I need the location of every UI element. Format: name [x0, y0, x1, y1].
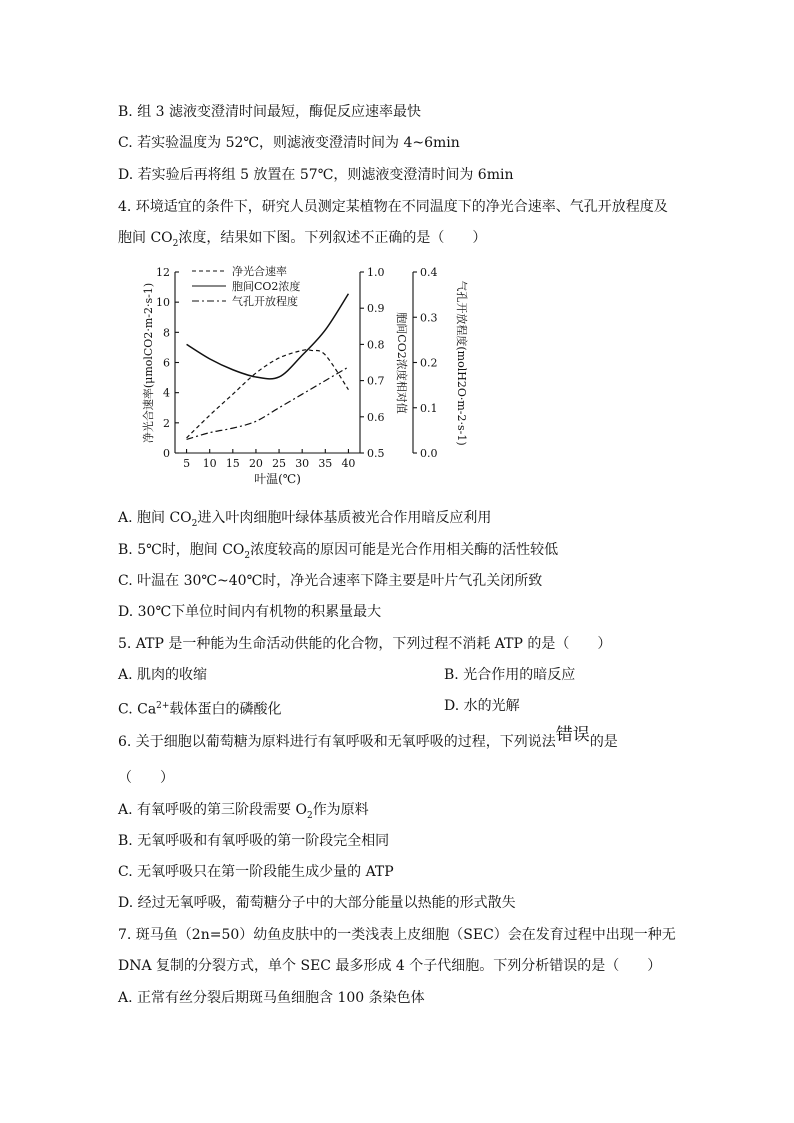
q5c-sup: 2+	[156, 701, 170, 711]
q4b-sub: 2	[244, 550, 251, 561]
x-tick-label: 25	[272, 457, 287, 470]
q4-chart	[140, 258, 480, 488]
q3-option-b: B. 组 3 滤液变澄清时间最短，酶促反应速率最快	[118, 104, 421, 120]
q4a-text-2: 进入叶肉细胞叶绿体基质被光合作用暗反应利用	[197, 510, 492, 526]
chart-plot	[187, 294, 349, 440]
y1-tick-label: 10	[156, 296, 170, 310]
q7-stem-line1: 7. 斑马鱼（2n=50）幼鱼皮肤中的一类浅表上皮细胞（SEC）会在发育过程中出现一种无	[118, 927, 676, 943]
q5-option-d: D. 水的光解	[444, 698, 520, 714]
y2-tick-label: 1.0	[367, 266, 385, 279]
series-line	[187, 350, 349, 438]
q4-option-b	[118, 540, 558, 566]
x-tick-label: 35	[318, 457, 333, 470]
q6-text-a: 6. 关于细胞以葡萄糖为原料进行有氧呼吸和无氧呼吸的过程，下列说法	[118, 734, 556, 750]
q6-stem-line1	[118, 725, 618, 752]
q7-option-a: A. 正常有丝分裂后期斑马鱼细胞含 100 条染色体	[118, 990, 425, 1006]
q4b-text-1: B. 5℃时，胞间 CO	[118, 542, 245, 558]
x-tick-label: 5	[183, 457, 191, 470]
q6-option-c: C. 无氧呼吸只在第一阶段能生成少量的 ATP	[118, 864, 394, 880]
y1-axis-label: 净光合速率(μmolCO2·m-2·s-1)	[142, 282, 155, 444]
q4b-text-2: 浓度较高的原因可能是光合作用相关酶的活性较低	[250, 542, 559, 558]
y3-tick-label: 0.4	[420, 266, 438, 279]
q6-option-d: D. 经过无氧呼吸，葡萄糖分子中的大部分能量以热能的形式散失	[118, 895, 516, 911]
q5-option-a: A. 肌肉的收缩	[118, 667, 208, 683]
x-tick-label: 30	[295, 457, 310, 470]
q5-option-c	[118, 696, 281, 720]
q6-emphasis: 错误	[555, 725, 590, 745]
q5-stem: 5. ATP 是一种能为生命活动供能的化合物，下列过程不消耗 ATP 的是（ ）	[118, 636, 612, 652]
q4-stem-sub: 2	[172, 238, 179, 249]
q3-option-d: D. 若实验后再将组 5 放置在 57℃，则滤液变澄清时间为 6min	[118, 167, 514, 183]
q4-option-d: D. 30℃下单位时间内有机物的积累量最大	[118, 604, 382, 620]
x-tick-label: 40	[341, 457, 356, 470]
y2-tick-label: 0.5	[367, 447, 385, 460]
q6-option-b: B. 无氧呼吸和有氧呼吸的第一阶段完全相同	[118, 833, 390, 849]
chart-axes	[141, 264, 469, 486]
q4-stem-text-b: 浓度，结果如下图。下列叙述不正确的是（ ）	[178, 230, 487, 246]
y2-tick-label: 0.9	[367, 302, 385, 316]
y3-tick-label: 0.3	[420, 311, 438, 325]
y3-tick-label: 0.2	[420, 356, 438, 370]
q5c-text-2: 载体蛋白的磷酸化	[169, 701, 282, 718]
x-tick-label: 10	[202, 457, 217, 470]
q6a-text-1: A. 有氧呼吸的第三阶段需要 O	[118, 802, 307, 818]
legend-label: 气孔开放程度	[232, 295, 298, 308]
y2-tick-label: 0.8	[367, 338, 385, 352]
y1-tick-label: 8	[163, 326, 170, 340]
legend-label: 净光合速率	[232, 265, 287, 278]
q6a-sub: 2	[306, 810, 313, 821]
q4a-text-1: A. 胞间 CO	[118, 510, 192, 526]
q6a-text-2: 作为原料	[312, 802, 369, 818]
q6-option-a	[118, 800, 369, 826]
y2-tick-label: 0.7	[367, 374, 385, 388]
y3-tick-label: 0.0	[420, 447, 438, 460]
y1-tick-label: 4	[163, 386, 170, 400]
q4-option-c: C. 叶温在 30℃~40℃时，净光合速率下降主要是叶片气孔关闭所致	[118, 573, 543, 589]
y1-tick-label: 12	[156, 266, 170, 279]
q7-stem-line2: DNA 复制的分裂方式，单个 SEC 最多形成 4 个子代细胞。下列分析错误的是（ ）	[118, 958, 662, 974]
q4a-sub: 2	[191, 518, 198, 529]
q5-option-b: B. 光合作用的暗反应	[444, 667, 576, 683]
q5c-text-1: C. Ca	[118, 701, 157, 718]
y2-tick-label: 0.6	[367, 410, 385, 424]
y3-axis-label: 气孔开放程度(molH2O·m-2·s-1)	[455, 280, 468, 446]
q4-stem-text-a: 胞间 CO	[118, 230, 173, 246]
y1-tick-label: 0	[163, 447, 170, 460]
x-tick-label: 15	[225, 457, 240, 470]
x-axis-label: 叶温(℃)	[254, 472, 301, 486]
y1-tick-label: 2	[163, 416, 170, 430]
x-tick-label: 20	[248, 457, 263, 470]
legend-label: 胞间CO2浓度	[232, 280, 301, 293]
q3-option-c: C. 若实验温度为 52℃，则滤液变澄清时间为 4~6min	[118, 135, 460, 151]
y3-tick-label: 0.1	[420, 401, 438, 415]
q4-stem-line2	[118, 228, 486, 254]
y1-tick-label: 6	[163, 356, 170, 370]
q6-text-c: 的是	[589, 734, 618, 750]
q6-stem-line2: （ ）	[118, 770, 174, 786]
y2-axis-label: 胞间CO2浓度相对值	[395, 312, 408, 414]
q4-option-a	[118, 508, 491, 534]
q4-stem-line1: 4. 环境适宜的条件下，研究人员测定某植物在不同温度下的净光合速率、气孔开放程度及	[118, 199, 668, 215]
